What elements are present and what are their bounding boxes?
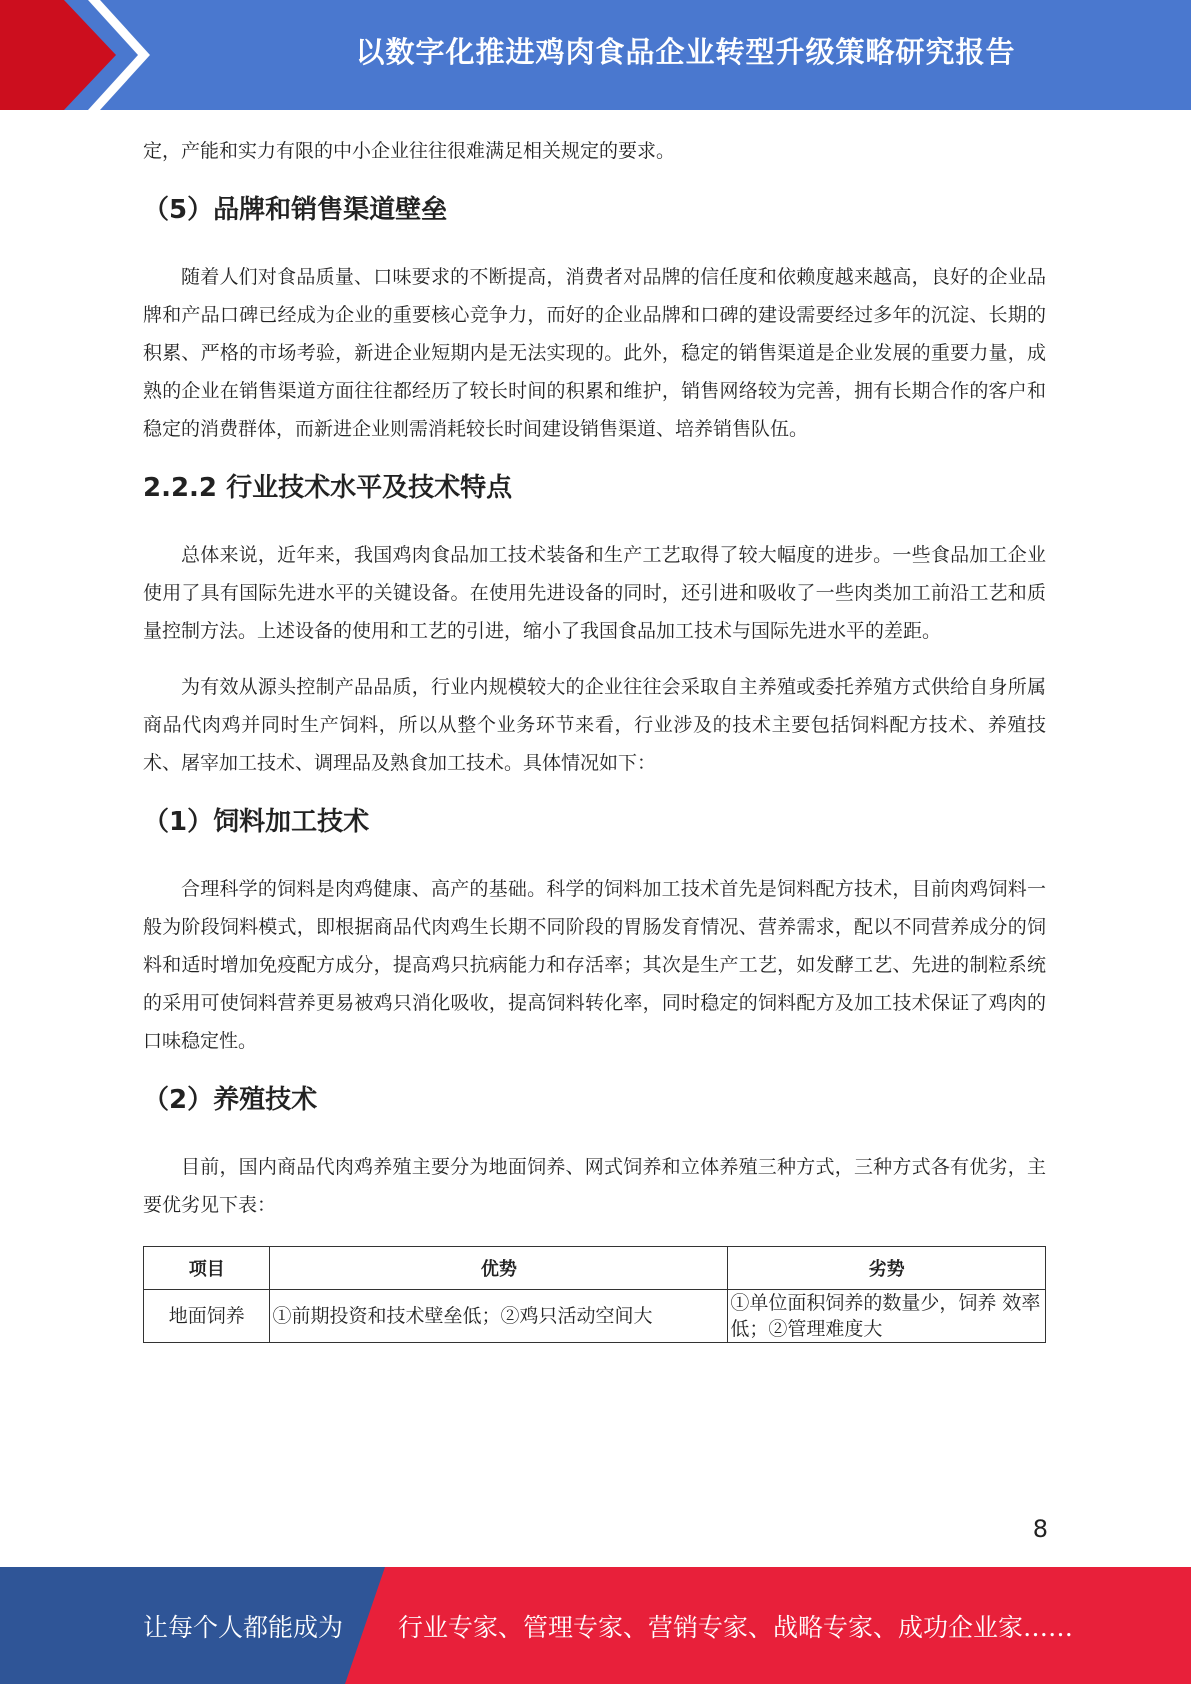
heading-tech-level: 2.2.2 行业技术水平及技术特点 [143,473,513,503]
footer-slogan-left: 让每个人都能成为 [143,1612,344,1642]
table-row [144,1290,1046,1343]
page-footer [0,1567,1191,1684]
paragraph-farming: 目前，国内商品代肉鸡养殖主要分为地面饲养、网式饲养和立体养殖三种方式，三种方式各有优劣，主要优劣见下表： [143,1156,1046,1216]
paragraph-continued: 定，产能和实力有限的中小企业往往很难满足相关规定的要求。 [143,140,676,162]
heading-farming-tech: （2）养殖技术 [143,1085,318,1115]
table-header-item: 项目 [144,1247,270,1290]
paragraph-tech-2: 为有效从源头控制产品品质，行业内规模较大的企业往往会采取自主养殖或委托养殖方式供给自身所属商品代肉鸡并同时生产饲料，所以从整个业务环节来看，行业涉及的技术主要包括饲料配方技术、养殖技术、屠宰加工技术、调理品及熟食加工技术。具体情况如下： [143,676,1046,774]
page-number: 8 [1032,1515,1048,1543]
header-chevron-icon [0,0,150,110]
table-header-disadvantage: 劣势 [728,1247,1046,1290]
paragraph-tech-1: 总体来说，近年来，我国鸡肉食品加工技术装备和生产工艺取得了较大幅度的进步。一些食品加工企业使用了具有国际先进水平的关键设备。在使用先进设备的同时，还引进和吸收了一些肉类加工前沿工艺和质量控制方法。上述设备的使用和工艺的引进，缩小了我国食品加工技术与国际先进水平的差距。 [143,544,1046,642]
paragraph-brand: 随着人们对食品质量、口味要求的不断提高，消费者对品牌的信任度和依赖度越来越高，良好的企业品牌和产品口碑已经成为企业的重要核心竞争力，而好的企业品牌和口碑的建设需要经过多年的沉淀、长期的积累、严格的市场考验，新进企业短期内是无法实现的。此外，稳定的销售渠道是企业发展的重要力量，成熟的企业在销售渠道方面往往都经历了较长时间的积累和维护，销售网络较为完善，拥有长期合作的客户和稳定的消费群体，而新进企业则需消耗较长时间建设销售渠道、培养销售队伍。 [143,266,1046,440]
table-cell-item: 地面饲养 [144,1290,270,1343]
table-cell-disadvantage: ①单位面积饲养的数量少，饲养 效率低；②管理难度大 [728,1290,1046,1343]
paragraph-feed: 合理科学的饲料是肉鸡健康、高产的基础。科学的饲料加工技术首先是饲料配方技术，目前肉鸡饲料一般为阶段饲料模式，即根据商品代肉鸡生长期不同阶段的胃肠发育情况、营养需求，配以不同营养成分的饲料和适时增加免疫配方成分，提高鸡只抗病能力和存活率；其次是生产工艺，如发酵工艺、先进的制粒系统的采用可使饲料营养更易被鸡只消化吸收，提高饲料转化率，同时稳定的饲料配方及加工技术保证了鸡肉的口味稳定性。 [143,878,1046,1052]
table-header-advantage: 优势 [270,1247,728,1290]
page-bottom-margin [0,1496,1191,1566]
heading-brand-barrier: （5）品牌和销售渠道壁垒 [143,195,448,225]
comparison-table [143,1246,1046,1343]
heading-feed-tech: （1）饲料加工技术 [143,807,370,837]
header-title: 以数字化推进鸡肉食品企业转型升级策略研究报告 [355,34,1016,69]
table-header-row [144,1247,1046,1290]
page-header [0,0,1191,110]
table-cell-advantage: ①前期投资和技术壁垒低；②鸡只活动空间大 [270,1290,728,1343]
document-body [143,132,1046,1343]
footer-slogan-right: 行业专家、管理专家、营销专家、战略专家、成功企业家…… [398,1612,1074,1642]
